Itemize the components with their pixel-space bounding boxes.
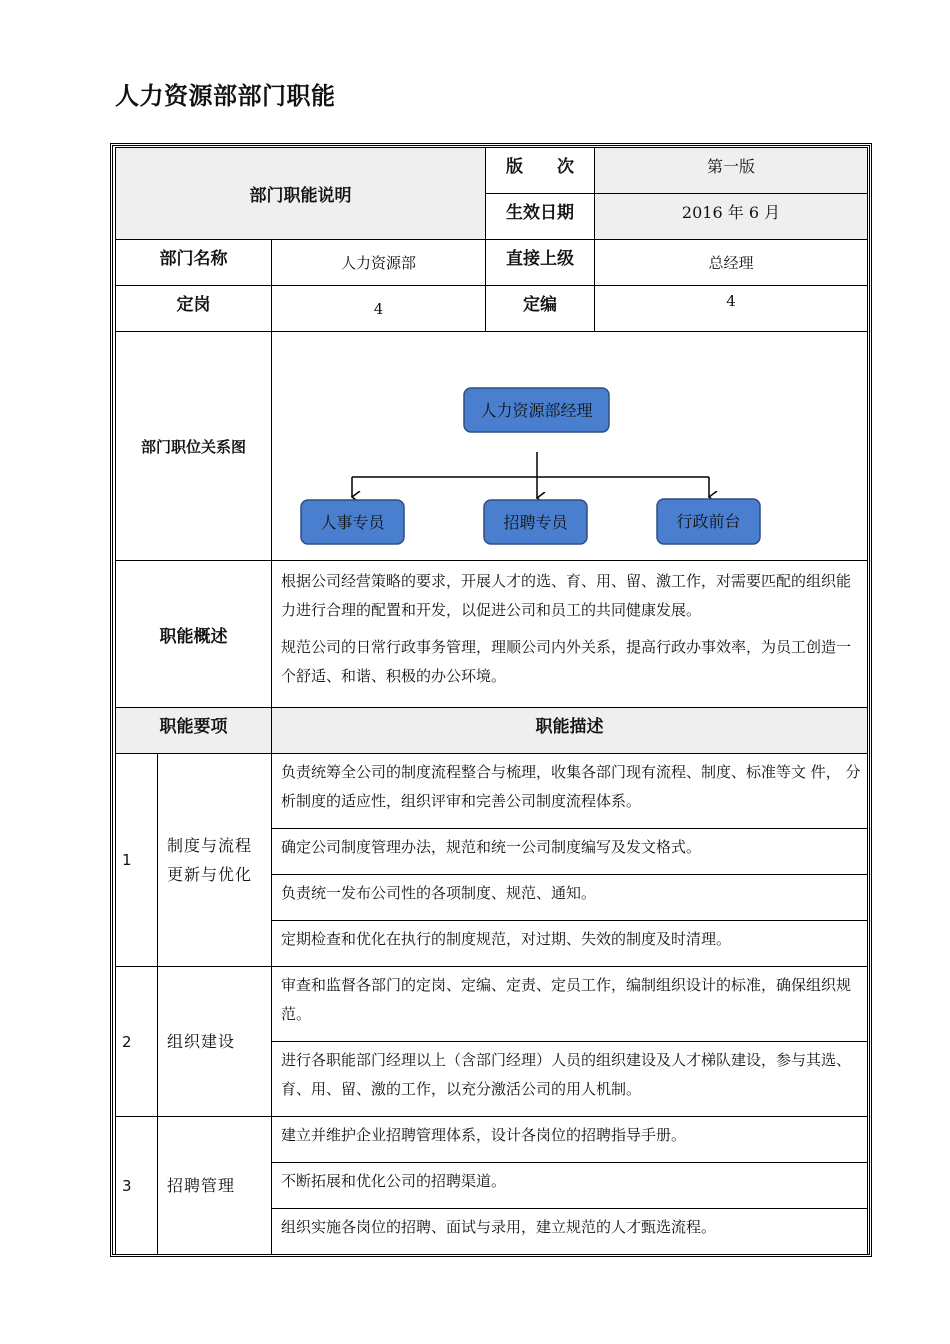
function-number: 1 (122, 851, 132, 869)
dept-name-value: 人力资源部 (341, 254, 417, 272)
superior-value: 总经理 (708, 254, 754, 272)
manager-box-label: 人力资源部经理 (480, 401, 593, 420)
posts-value-cell (272, 286, 486, 332)
function-description-text: 负责统一发布公司性的各项制度、规范、通知。 (281, 884, 597, 902)
function-description-text: 不断拓展和优化公司的招聘渠道。 (281, 1172, 507, 1190)
function-desc-header (272, 708, 868, 754)
function-description (272, 1209, 868, 1255)
date-value-cell (595, 194, 868, 240)
function-description (272, 875, 868, 921)
function-name-cell (158, 967, 272, 1117)
subordinate-box-3 (657, 499, 760, 544)
overview-text-cell (272, 561, 868, 708)
headcount-label-cell (486, 286, 595, 332)
date-label: 生效日期 (506, 203, 575, 223)
function-number: 2 (122, 1032, 132, 1051)
org-chart-label-cell (116, 332, 272, 561)
document-title: 人力资源部部门职能 (115, 82, 336, 110)
function-description (272, 1163, 868, 1209)
function-description-text: 负责统筹全公司的制度流程整合与梳理，收集各部门现有流程、制度、标准等文 件， 分析制度的适应性，组织评审和完善公司制度流程体系。 (281, 763, 861, 810)
version-value: 第一版 (707, 157, 756, 176)
function-description (272, 1042, 868, 1117)
department-function-table (115, 147, 868, 1255)
function-description (272, 829, 868, 875)
main-label: 部门职能说明 (249, 186, 352, 206)
function-item-header-label: 职能要项 (159, 717, 228, 737)
function-description-text: 建立并维护企业招聘管理体系，设计各岗位的招聘指导手册。 (281, 1126, 687, 1144)
posts-value: 4 (373, 299, 384, 318)
function-description (272, 967, 868, 1042)
function-name: 组织建设 (167, 1032, 236, 1051)
posts-label-cell (116, 286, 272, 332)
overview-label-cell (116, 561, 272, 708)
function-number: 3 (122, 1176, 132, 1195)
subordinate-box-label: 行政前台 (676, 512, 741, 531)
dept-name-label-cell (116, 240, 272, 286)
version-label: 版 次 (506, 157, 575, 177)
function-description (272, 1117, 868, 1163)
superior-label: 直接上级 (506, 249, 575, 269)
headcount-label: 定编 (523, 295, 558, 315)
function-description (272, 754, 868, 829)
subordinate-box-2 (484, 500, 587, 544)
function-number-cell (116, 1117, 158, 1255)
function-name-cell (158, 1117, 272, 1255)
dept-name-value-cell (272, 240, 486, 286)
function-description-text: 定期检查和优化在执行的制度规范，对过期、失效的制度及时清理。 (281, 930, 732, 948)
headcount-value: 4 (726, 292, 736, 310)
superior-label-cell (486, 240, 595, 286)
subordinate-box-label: 招聘专员 (503, 513, 568, 532)
version-value-cell (595, 148, 868, 194)
date-label-cell (486, 194, 595, 240)
superior-value-cell (595, 240, 868, 286)
function-name-cell (158, 754, 272, 967)
function-name: 制度与流程更新与优化 (167, 836, 253, 884)
function-description-text: 审查和监督各部门的定岗、定编、定责、定员工作，编制组织设计的标准，确保组织规范。 (281, 976, 852, 1023)
overview-label: 职能概述 (159, 626, 228, 647)
dept-name-label: 部门名称 (159, 249, 228, 269)
function-description-text: 进行各职能部门经理以上（含部门经理）人员的组织建设及人才梯队建设，参与其选、育、用、留、激的工作，以充分激活公司的用人机制。 (281, 1051, 852, 1098)
org-chart-label: 部门职位关系图 (140, 437, 246, 456)
org-chart-cell (272, 332, 868, 561)
posts-label: 定岗 (176, 295, 211, 315)
version-label-cell (486, 148, 595, 194)
function-description-text: 确定公司制度管理办法，规范和统一公司制度编写及发文格式。 (281, 838, 702, 856)
manager-box (464, 388, 609, 432)
function-description (272, 921, 868, 967)
function-description-text: 组织实施各岗位的招聘、面试与录用，建立规范的人才甄选流程。 (281, 1218, 717, 1236)
function-number-cell (116, 754, 158, 967)
main-label-cell (116, 148, 486, 240)
subordinate-box-1 (301, 500, 404, 544)
function-name: 招聘管理 (167, 1176, 236, 1195)
function-number-cell (116, 967, 158, 1117)
overview-paragraph: 规范公司的日常行政事务管理，理顺公司内外关系，提高行政办事效率，为员工创造一个舒适、和谐、积极的办公环境。 (281, 638, 852, 685)
headcount-value-cell (595, 286, 868, 332)
overview-paragraph: 根据公司经营策略的要求，开展人才的选、育、用、留、激工作，对需要匹配的组织能力进行合理的配置和开发，以促进公司和员工的共同健康发展。 (281, 572, 852, 619)
org-chart (272, 332, 867, 561)
function-item-header (116, 708, 272, 754)
subordinate-box-label: 人事专员 (320, 513, 385, 532)
date-value: 2016 年 6 月 (681, 203, 781, 222)
function-desc-header-label: 职能描述 (535, 717, 604, 737)
